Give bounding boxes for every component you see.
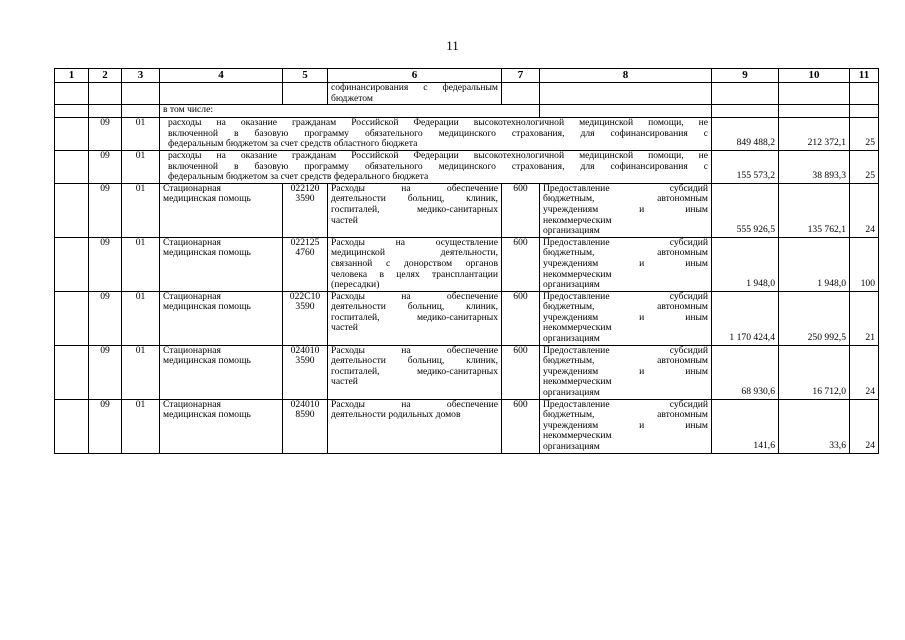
row-expense-description: [328, 291, 502, 345]
column-number-header: 4: [160, 69, 283, 83]
row-type-code: 600: [502, 345, 540, 399]
row-expense-description-line: деятельности больниц, клиник,: [331, 301, 498, 313]
row-code-line: 3590: [295, 355, 315, 367]
row-expense-type-line: учреждениям и иным: [543, 419, 708, 431]
row-expense-description-line: частей: [331, 214, 358, 226]
subheader-text: в том числе:: [160, 105, 540, 118]
table-row: [55, 183, 879, 237]
row-actual-amount: 250 992,5: [779, 291, 850, 345]
row-actual-amount: 16 712,0: [779, 345, 850, 399]
row-type-code: 600: [502, 183, 540, 237]
row-expense-description-line: Расходы на обеспечение: [331, 290, 498, 302]
row-expense-description-line: (пересадки): [331, 279, 380, 291]
row-subject-line: медицинская помощь: [163, 247, 251, 259]
row-subsection: 01: [122, 399, 160, 453]
budget-table: [54, 68, 879, 454]
row-expense-type-line: бюджетным, автономным: [543, 301, 708, 313]
row-description-line: включенной в базовую программу обязательного медицинского страхования, для софинансирования с: [168, 160, 708, 172]
continuation-text: [328, 83, 502, 105]
continuation-row: [55, 83, 879, 105]
row-description-line: федеральным бюджетом за счет средств областного бюджета: [168, 138, 418, 150]
row-empty-cell: [55, 345, 89, 399]
row-expense-type-line: учреждениям и иным: [543, 203, 708, 215]
row-expense-type-line: Предоставление субсидий: [543, 182, 708, 194]
row-expense-type-line: некоммерческим: [543, 268, 612, 280]
row-code-line: 3590: [295, 301, 315, 313]
row-expense-type: [540, 345, 712, 399]
row-subject: [160, 183, 283, 237]
row-expense-type: [540, 237, 712, 291]
row-code-line: 024010: [290, 344, 320, 356]
row-expense-description-line: человека в целях трансплантации: [331, 268, 498, 280]
row-expense-type-line: бюджетным, автономным: [543, 247, 708, 259]
row-expense-type-line: организациям: [543, 441, 600, 452]
row-subsection: 01: [122, 118, 160, 151]
row-expense-type-line: некоммерческим: [543, 214, 612, 226]
row-empty-cell: [55, 291, 89, 345]
row-subject-line: медицинская помощь: [163, 409, 251, 421]
row-expense-description-line: частей: [331, 322, 358, 334]
row-expense-description-line: Расходы на обеспечение: [331, 182, 498, 194]
row-subsection: 01: [122, 150, 160, 183]
row-expense-type-line: некоммерческим: [543, 376, 612, 388]
row-expense-type: [540, 183, 712, 237]
row-expense-type-line: организациям: [543, 279, 600, 291]
column-number-header: 7: [502, 69, 540, 83]
row-code: [283, 291, 328, 345]
row-subsection: 01: [122, 237, 160, 291]
row-expense-description: [328, 183, 502, 237]
row-description-line: федеральным бюджетом за счет средств федерального бюджета: [168, 171, 429, 183]
row-plan-amount: 68 930,6: [712, 345, 779, 399]
row-empty-cell: [55, 118, 89, 151]
row-percent: 100: [850, 237, 879, 291]
row-type-code: 600: [502, 399, 540, 453]
row-plan-amount: 155 573,2: [712, 150, 779, 183]
column-number-header: 11: [850, 69, 879, 83]
column-number-header: 3: [122, 69, 160, 83]
row-expense-type-line: организациям: [543, 387, 600, 399]
row-code-line: 8590: [295, 409, 315, 421]
row-plan-amount: 849 488,2: [712, 118, 779, 151]
row-percent: 21: [850, 291, 879, 345]
row-expense-description-line: деятельности больниц, клиник,: [331, 355, 498, 367]
row-description-line: расходы на оказание гражданам Российской Федерации высокотехнологичной медицинской помощи, не: [168, 149, 708, 161]
row-code: [283, 183, 328, 237]
row-expense-type: [540, 291, 712, 345]
table-row-spanned: [55, 150, 879, 183]
column-number-header: 1: [55, 69, 89, 83]
row-percent: 25: [850, 118, 879, 151]
row-expense-description-line: Расходы на обеспечение: [331, 398, 498, 410]
row-section: 09: [89, 399, 122, 453]
row-expense-type-line: Предоставление субсидий: [543, 344, 708, 356]
row-section: 09: [89, 291, 122, 345]
subheader-row: [55, 105, 879, 118]
row-expense-type-line: учреждениям и иным: [543, 257, 708, 269]
row-expense-type-line: бюджетным, автономным: [543, 355, 708, 367]
row-expense-description: [328, 237, 502, 291]
row-percent: 24: [850, 345, 879, 399]
column-number-header: 2: [89, 69, 122, 83]
row-actual-amount: 1 948,0: [779, 237, 850, 291]
row-actual-amount: 38 893,3: [779, 150, 850, 183]
row-subject: [160, 345, 283, 399]
row-description: [160, 150, 712, 183]
row-expense-type: [540, 399, 712, 453]
row-empty-cell: [55, 183, 89, 237]
row-code: [283, 345, 328, 399]
column-number-header: 10: [779, 69, 850, 83]
row-empty-cell: [55, 399, 89, 453]
row-type-code: 600: [502, 237, 540, 291]
row-expense-description-line: медицинской деятельности,: [331, 247, 498, 259]
column-number-row: [55, 69, 879, 83]
row-expense-type-line: бюджетным, автономным: [543, 409, 708, 421]
column-number-header: 8: [540, 69, 712, 83]
row-expense-description-line: госпиталей, медико-санитарных: [331, 203, 498, 215]
row-expense-description-line: связанной с донорством органов: [331, 257, 498, 269]
row-code-line: 024010: [290, 398, 320, 410]
table-row-spanned: [55, 118, 879, 151]
row-description-line: включенной в базовую программу обязательного медицинского страхования, для софинансирования с: [168, 127, 708, 139]
row-actual-amount: 33,6: [779, 399, 850, 453]
row-expense-type-line: Предоставление субсидий: [543, 398, 708, 410]
row-percent: 24: [850, 183, 879, 237]
continuation-line: бюджетом: [331, 92, 373, 104]
column-number-header: 6: [328, 69, 502, 83]
row-expense-type-line: учреждениям и иным: [543, 311, 708, 323]
row-description-line: расходы на оказание гражданам Российской Федерации высокотехнологичной медицинской помощи, не: [168, 117, 708, 129]
table-row: [55, 291, 879, 345]
row-plan-amount: 1 948,0: [712, 237, 779, 291]
table-row: [55, 399, 879, 453]
row-section: 09: [89, 345, 122, 399]
row-section: 09: [89, 118, 122, 151]
row-subsection: 01: [122, 345, 160, 399]
row-expense-description-line: деятельности родильных домов: [331, 409, 461, 421]
row-code-line: 022125: [290, 236, 320, 248]
row-plan-amount: 555 926,5: [712, 183, 779, 237]
row-description: [160, 118, 712, 151]
row-expense-type-line: учреждениям и иным: [543, 365, 708, 377]
row-percent: 25: [850, 150, 879, 183]
row-code: [283, 237, 328, 291]
row-subject-line: Стационарная: [163, 344, 221, 356]
row-expense-description: [328, 399, 502, 453]
table-row: [55, 237, 879, 291]
row-plan-amount: 1 170 424,4: [712, 291, 779, 345]
row-expense-type-line: Предоставление субсидий: [543, 290, 708, 302]
table-row: [55, 345, 879, 399]
row-type-code: 600: [502, 291, 540, 345]
row-expense-description: [328, 345, 502, 399]
row-expense-type-line: бюджетным, автономным: [543, 193, 708, 205]
row-plan-amount: 141,6: [712, 399, 779, 453]
row-expense-description-line: Расходы на обеспечение: [331, 344, 498, 356]
row-subject: [160, 399, 283, 453]
row-expense-type-line: организациям: [543, 225, 600, 237]
row-subject-line: Стационарная: [163, 182, 221, 194]
row-code: [283, 399, 328, 453]
row-subject-line: медицинская помощь: [163, 193, 251, 205]
row-empty-cell: [55, 150, 89, 183]
column-number-header: 9: [712, 69, 779, 83]
row-code-line: 3590: [295, 193, 315, 205]
page-number: 11: [446, 38, 459, 53]
row-expense-description-line: деятельности больниц, клиник,: [331, 193, 498, 205]
row-expense-type-line: некоммерческим: [543, 322, 612, 334]
row-expense-type-line: Предоставление субсидий: [543, 236, 708, 248]
row-subject-line: Стационарная: [163, 290, 221, 302]
row-expense-description-line: Расходы на осуществление: [331, 236, 498, 248]
row-subject: [160, 291, 283, 345]
row-empty-cell: [55, 237, 89, 291]
row-percent: 24: [850, 399, 879, 453]
row-subject-line: медицинская помощь: [163, 301, 251, 313]
row-section: 09: [89, 183, 122, 237]
row-subsection: 01: [122, 183, 160, 237]
row-section: 09: [89, 237, 122, 291]
row-subsection: 01: [122, 291, 160, 345]
row-subject-line: Стационарная: [163, 398, 221, 410]
row-expense-description-line: госпиталей, медико-санитарных: [331, 365, 498, 377]
row-actual-amount: 135 762,1: [779, 183, 850, 237]
column-number-header: 5: [283, 69, 328, 83]
row-expense-description-line: частей: [331, 376, 358, 388]
row-section: 09: [89, 150, 122, 183]
row-expense-description-line: госпиталей, медико-санитарных: [331, 311, 498, 323]
row-subject: [160, 237, 283, 291]
row-subject-line: медицинская помощь: [163, 355, 251, 367]
row-code-line: 022120: [290, 182, 320, 194]
row-code-line: 4760: [295, 247, 315, 259]
row-expense-type-line: организациям: [543, 333, 600, 345]
row-code-line: 022С10: [289, 290, 321, 302]
row-subject-line: Стационарная: [163, 236, 221, 248]
continuation-line: софинансирования с федеральным: [331, 82, 498, 93]
row-actual-amount: 212 372,1: [779, 118, 850, 151]
row-expense-type-line: некоммерческим: [543, 430, 612, 442]
